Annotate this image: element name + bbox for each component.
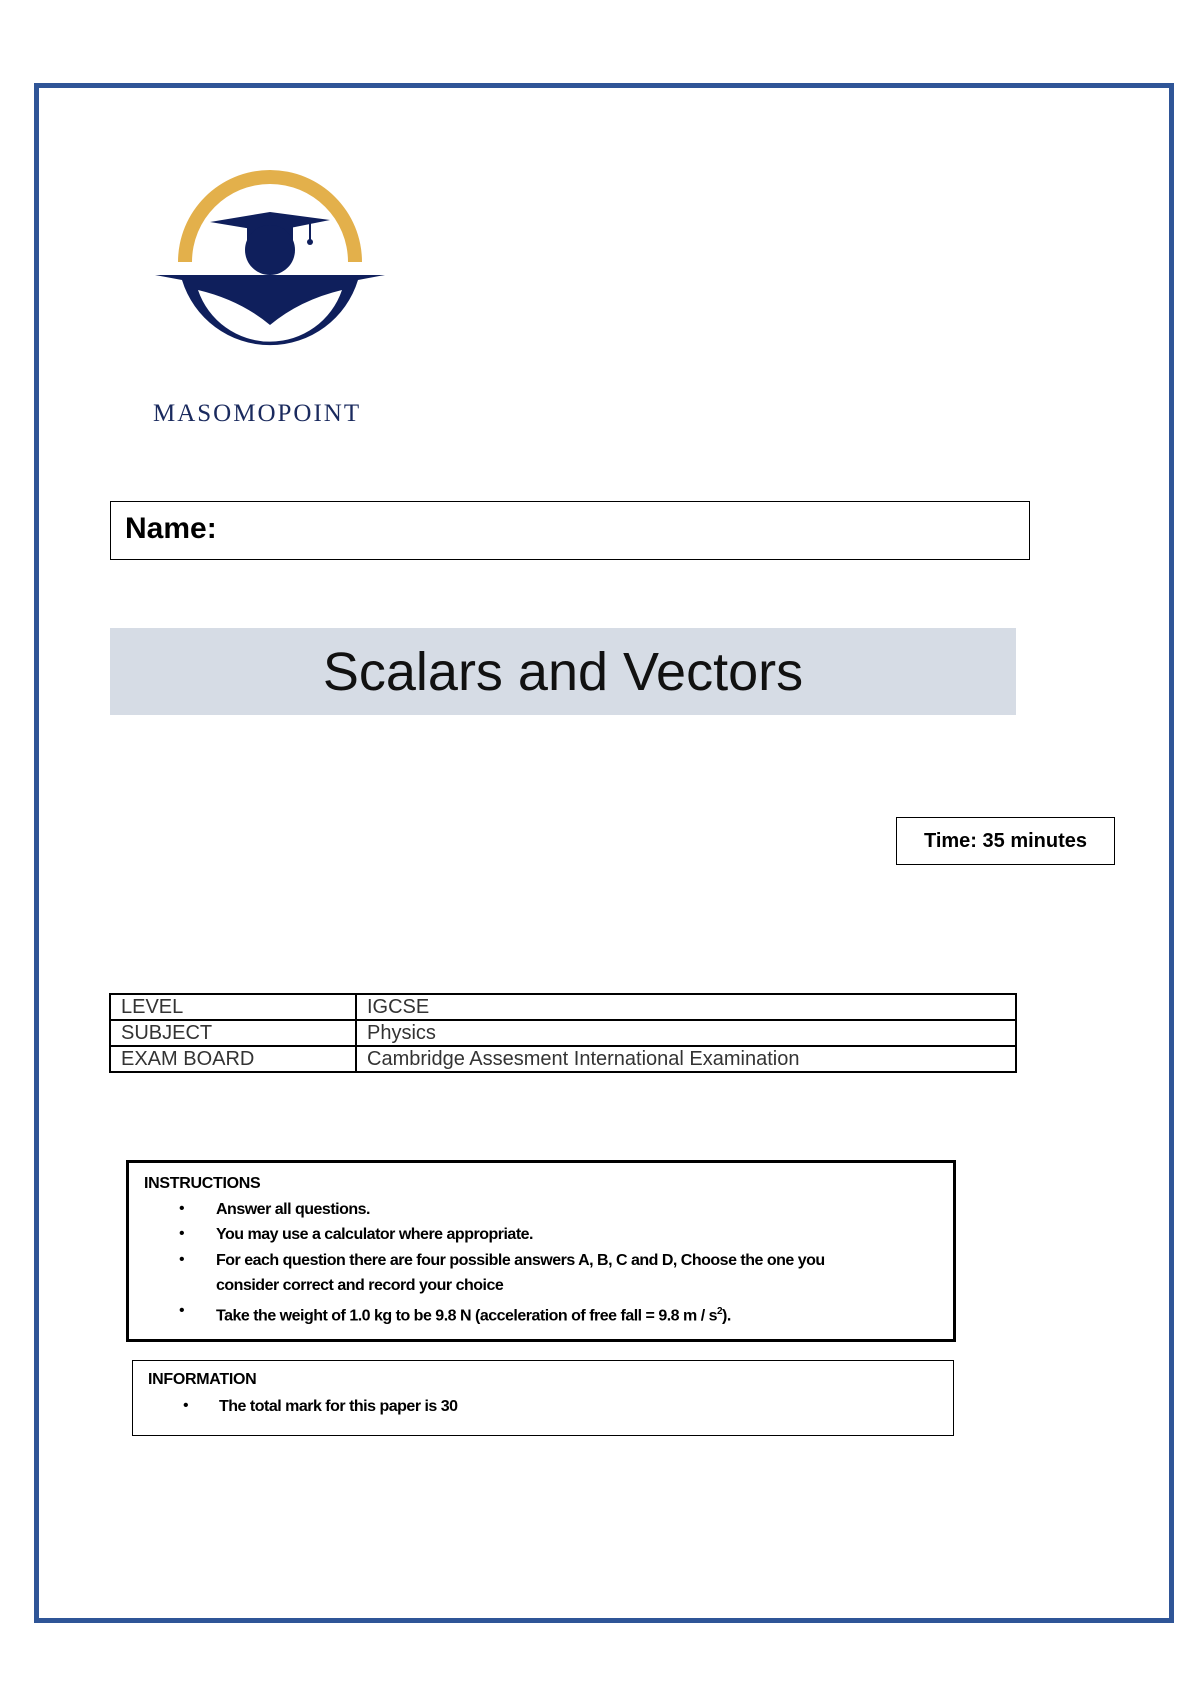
instruction-item [216,1299,731,1328]
name-label: Name: [125,512,217,545]
instruction-item: You may use a calculator where appropriate. [216,1226,533,1243]
bullet-icon: • [179,1200,185,1217]
exam-meta-table [109,993,1017,1073]
time-box: Time: 35 minutes [896,817,1115,865]
row-value: Physics [356,1020,1016,1046]
bullet-icon: • [179,1302,185,1319]
table-row [110,1046,1016,1072]
information-box [132,1360,954,1436]
instructions-box [126,1160,956,1342]
page-title: Scalars and Vectors [322,641,804,702]
instruction-item: For each question there are four possible answers A, B, C and D, Choose the one you [216,1252,825,1269]
row-key: SUBJECT [110,1020,356,1046]
instruction-text: Take the weight of 1.0 kg to be 9.8 N (acceleration of free fall = 9.8 m / s [216,1307,717,1325]
bullet-icon: • [179,1225,185,1242]
superscript: 2 [716,1306,723,1317]
name-field[interactable] [110,501,1030,560]
title-banner [110,628,1016,715]
table-row [110,1020,1016,1046]
instruction-end: ). [722,1307,731,1325]
masomopoint-logo [150,170,390,370]
instruction-item-continued: consider correct and record your choice [216,1277,504,1294]
bullet-icon: • [179,1251,185,1268]
brand-name: MASOMOPOINT [153,400,362,427]
information-item: The total mark for this paper is 30 [219,1398,458,1415]
bullet-icon: • [183,1397,189,1414]
instructions-heading: INSTRUCTIONS [144,1175,261,1192]
row-value: Cambridge Assesment International Examination [356,1046,1016,1072]
instruction-item: Answer all questions. [216,1201,370,1218]
row-value: IGCSE [356,994,1016,1020]
table-row [110,994,1016,1020]
row-key: EXAM BOARD [110,1046,356,1072]
row-key: LEVEL [110,994,356,1020]
information-heading: INFORMATION [148,1371,257,1388]
